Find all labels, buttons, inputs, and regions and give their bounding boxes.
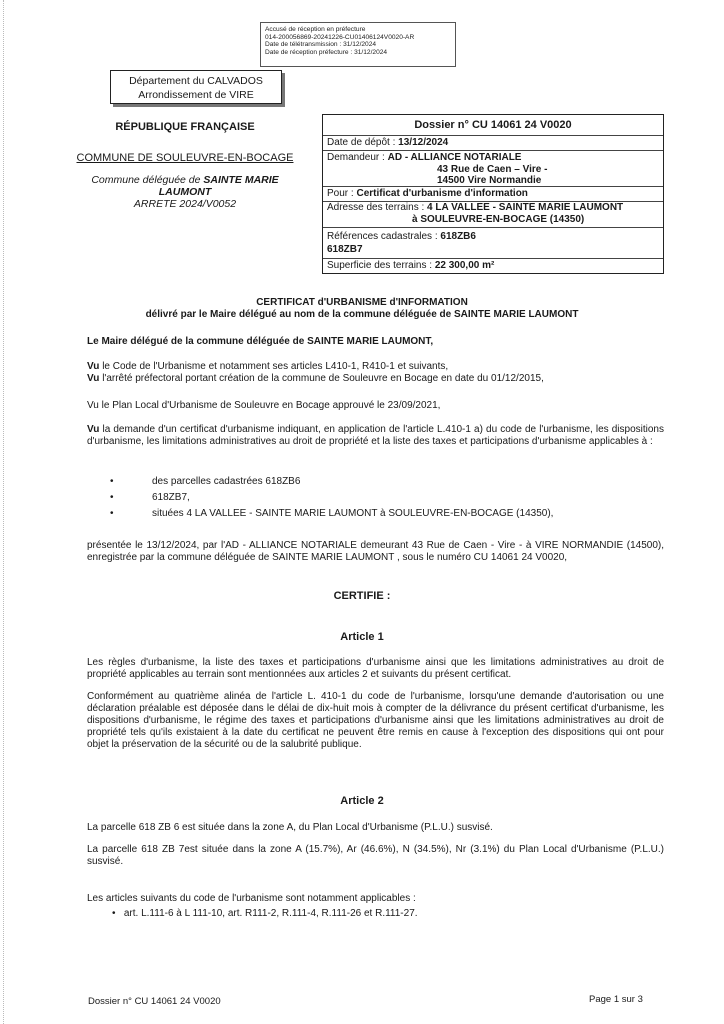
depot-label: Date de dépôt : (327, 137, 399, 148)
receipt-line: Date de réception préfecture : 31/12/2024 (265, 48, 388, 56)
deleg-name: SAINTE MARIE (203, 174, 279, 186)
article-1-paragraph-2: Conformément au quatrième alinéa de l'article L. 410-1 du code de l'urbanisme, lorsqu'une demande d'autorisation ou une déclaration préalable est déposée dans le délai de dix-huit mois à compter de la délivrance du présent certificat d'urbanisme, les dispositions d'urbanisme, le régime des taxes et participations d'urbanisme ainsi que les limitations administratives au droit de propriété tels qu'ils existaient à la date du certificat ne peuvent être remis en cause à l'exception des dispositions qui ont pour objet la préservation de la sécurité ou de la salubrité publique. (87, 691, 664, 750)
dossier-title: Dossier n° CU 14061 24 V0020 (323, 115, 663, 136)
republic-heading: RÉPUBLIQUE FRANÇAISE (115, 121, 255, 133)
vu-lead: Vu (87, 361, 100, 372)
receipt-line: Date de télétransmission : 31/12/2024 (265, 41, 377, 49)
demandeur-address-2: 14500 Vire Normandie (437, 175, 542, 186)
superficie-row (323, 259, 663, 274)
article-2-heading: Article 2 (340, 795, 384, 807)
vu-demande (87, 424, 664, 448)
vu-lead: Vu (87, 424, 100, 435)
article-2-paragraph-1: La parcelle 618 ZB 6 est située dans la zone A, du Plan Local d'Urbanisme (P.L.U.) susvisé. (87, 822, 493, 833)
vu-plu: Vu le Plan Local d'Urbanisme de Souleuvre en Bocage approuvé le 23/09/2021, (87, 400, 441, 411)
bullet: • (112, 908, 116, 919)
bullet: • (110, 508, 114, 519)
pour-row (323, 187, 663, 202)
footer-dossier-number: Dossier n° CU 14061 24 V0020 (88, 996, 221, 1007)
demandeur-address-1: 43 Rue de Caen – Vire - (437, 163, 548, 175)
presentee-paragraph: présentée le 13/12/2024, par l'AD - ALLIANCE NOTARIALE demeurant 43 Rue de Caen - Vire - à VIRE NORMANDIE (14500), enregistrée par la commune déléguée de SAINTE MARIE LAUMONT , sous le numéro CU 14061 24 V0020, (87, 540, 664, 563)
bullet-text: des parcelles cadastrées 618ZB6 (152, 476, 301, 487)
vu-text: la demande d'un certificat d'urbanisme indiquant, en application de l'article L.410-1 a) du code de l'urbanisme, les dispositions d'urbanisme, les limitations administratives au droit de propriété et la liste des taxes et participations d'urbanisme applicables à : (87, 424, 664, 447)
bullet-text: art. L.111-6 à L 111-10, art. R111-2, R.111-4, R.111-26 et R.111-27. (123, 908, 418, 919)
pour-label: Pour : (327, 188, 357, 199)
receipt-line: Accusé de réception en préfecture (265, 26, 366, 33)
article-2-paragraph-2: La parcelle 618 ZB 7est située dans la zone A (15.7%), Ar (46.6%), N (34.5%), Nr (3.1%) du Plan Local d'Urbanisme (P.L.U.) susvisé. (87, 844, 664, 867)
deleg-prefix: Commune déléguée de (91, 174, 204, 186)
certifie-heading: CERTIFIE : (333, 590, 391, 602)
vu-code (87, 361, 664, 373)
demandeur-label: Demandeur : (327, 152, 388, 163)
adresse-line-1: 4 LA VALLEE - SAINTE MARIE LAUMONT (427, 202, 624, 213)
demandeur-name: AD - ALLIANCE NOTARIALE (387, 152, 522, 163)
list-item (112, 908, 418, 920)
department-name: Département du CALVADOS (129, 75, 263, 87)
dossier-box (322, 114, 664, 274)
bullet-text: situées 4 LA VALLEE - SAINTE MARIE LAUMONT à SOULEUVRE-EN-BOCAGE (14350), (152, 508, 554, 519)
vu-arrete (87, 373, 664, 385)
bullet: • (110, 492, 114, 503)
scan-margin (3, 0, 7, 1024)
bullet-text: 618ZB7, (152, 492, 190, 503)
arrondissement-name: Arrondissement de VIRE (138, 89, 254, 101)
adresse-line-2: à SOULEUVRE-EN-BOCAGE (14350) (412, 214, 585, 225)
certificate-subtitle: délivré par le Maire délégué au nom de la commune déléguée de SAINTE MARIE LAUMONT (145, 309, 579, 320)
adresse-label: Adresse des terrains : (327, 202, 428, 213)
commune-deleguee (60, 174, 310, 210)
maire-line: Le Maire délégué de la commune déléguée de SAINTE MARIE LAUMONT, (87, 336, 434, 347)
depot-value: 13/12/2024 (398, 137, 449, 148)
commune-heading: COMMUNE DE SOULEUVRE-EN-BOCAGE (76, 152, 294, 164)
article-1-paragraph-1: Les règles d'urbanisme, la liste des taxes et participations d'urbanisme ainsi que les limitations administratives au droit de propriété applicables au terrain sont mentionnées aux articles 2 et suivants du présent certificat. (87, 657, 664, 680)
pour-value: Certificat d'urbanisme d'information (356, 188, 528, 199)
adresse-row (323, 202, 663, 228)
superficie-label: Superficie des terrains : (327, 260, 435, 271)
demandeur-row (323, 151, 663, 187)
arrete-number: ARRETE 2024/V0052 (133, 198, 237, 210)
refs-row (323, 228, 663, 259)
footer-page-number: Page 1 sur 3 (589, 994, 643, 1005)
department-box (110, 70, 282, 104)
refs-value-2: 618ZB7 (327, 244, 363, 255)
receipt-line: 014-200056869-20241226-CU01406124V0020-AR (265, 33, 415, 41)
certificate-title: CERTIFICAT d'URBANISME d'INFORMATION (256, 297, 468, 308)
vu-text: l'arrêté préfectoral portant création de la commune de Souleuvre en Bocage en date du 01/12/2015, (99, 373, 544, 384)
superficie-value: 22 300,00 m² (434, 260, 495, 271)
refs-value-1: 618ZB6 (440, 231, 476, 242)
article-2-paragraph-3: Les articles suivants du code de l'urbanisme sont notamment applicables : (87, 893, 416, 904)
article-1-heading: Article 1 (340, 631, 384, 643)
refs-label: Références cadastrales : (327, 231, 441, 242)
depot-row (323, 136, 663, 151)
vu-text: le Code de l'Urbanisme et notamment ses articles L410-1, R410-1 et suivants, (99, 361, 449, 372)
vu-lead: Vu (87, 373, 100, 384)
deleg-name-2: LAUMONT (158, 186, 212, 198)
receipt-stamp (260, 22, 456, 67)
bullet: • (110, 476, 114, 487)
